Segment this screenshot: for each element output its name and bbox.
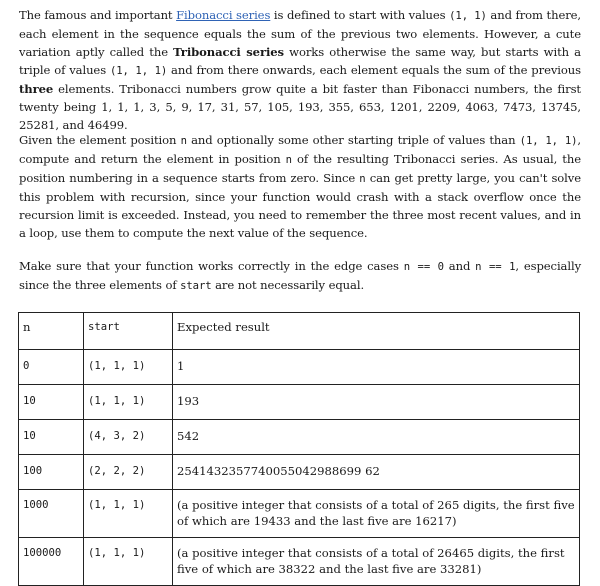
cell-result: 193: [173, 385, 580, 420]
paragraph-task: Given the element position n and optionally some other starting triple of values than (1, 1, 1), compute and return the element in position n of the resulting Tribonacci series. As usual, the position numbering in a sequence starts from zero. Since n can get pretty large, you can't solve this problem with recursion, since your function would crash with a stack overflow once the recursion limit is exceeded. Instead, you need to remember the three most recent values, and in a loop, use them to compute the next value of the sequence.: [19, 133, 581, 240]
cell-start: (2, 2, 2): [84, 455, 173, 490]
bold-three: three: [19, 82, 54, 96]
cell-start: (1, 1, 1): [84, 538, 173, 586]
code-trib-start: (1, 1, 1): [109, 65, 168, 77]
table-row: [19, 350, 580, 385]
header-n: n: [19, 313, 84, 350]
cell-n: 10: [19, 385, 84, 420]
table-row: [19, 455, 580, 490]
cell-start: (1, 1, 1): [84, 350, 173, 385]
code-fib-start: (1, 1): [449, 10, 487, 22]
cell-result: (a positive integer that consists of a total of 265 digits, the first five of which are 19433 and the last five are 16217): [173, 490, 580, 538]
cell-result: 542: [173, 420, 580, 455]
cell-result: (a positive integer that consists of a total of 26465 digits, the first five of which are 38322 and the last five are 33281): [173, 538, 580, 586]
table-row: [19, 490, 580, 538]
cell-result: 2541432357740055042988699 62: [173, 455, 580, 490]
bold-tribonacci-series: Tribonacci series: [173, 45, 284, 59]
paragraph-intro: The famous and important Fibonacci series is defined to start with values (1, 1) and from there, each element in the sequence equals the sum of the previous two elements. However, a cute variation aptly called the Tribonacci series works otherwise the same way, but starts with a triple of values (1, 1, 1) and from there onwards, each element equals the sum of the previous three elements. Tribonacci numbers grow quite a bit faster than Fibonacci numbers, the first twenty being 1, 1, 1, 3, 5, 9, 17, 31, 57, 105, 193, 355, 653, 1201, 2209, 4063, 7473, 13745, 25281, and 46499.: [19, 8, 582, 132]
fibonacci-series-link[interactable]: Fibonacci series: [176, 8, 271, 22]
table-header-row: [19, 313, 580, 350]
cell-n: 100: [19, 455, 84, 490]
table-row: [19, 538, 580, 586]
cell-n: 1000: [19, 490, 84, 538]
expected-results-table: [18, 312, 580, 586]
table-row: [19, 420, 580, 455]
header-expected-result: Expected result: [173, 313, 580, 350]
table-row: [19, 385, 580, 420]
cell-result: 1: [173, 350, 580, 385]
cell-start: (1, 1, 1): [84, 490, 173, 538]
cell-start: (4, 3, 2): [84, 420, 173, 455]
cell-n: 10: [19, 420, 84, 455]
cell-n: 0: [19, 350, 84, 385]
cell-n: 100000: [19, 538, 84, 586]
paragraph-edge-cases: Make sure that your function works correctly in the edge cases n == 0 and n == 1, especially since the three elements of start are not necessarily equal.: [19, 259, 582, 292]
header-start: start: [84, 313, 173, 350]
cell-start: (1, 1, 1): [84, 385, 173, 420]
